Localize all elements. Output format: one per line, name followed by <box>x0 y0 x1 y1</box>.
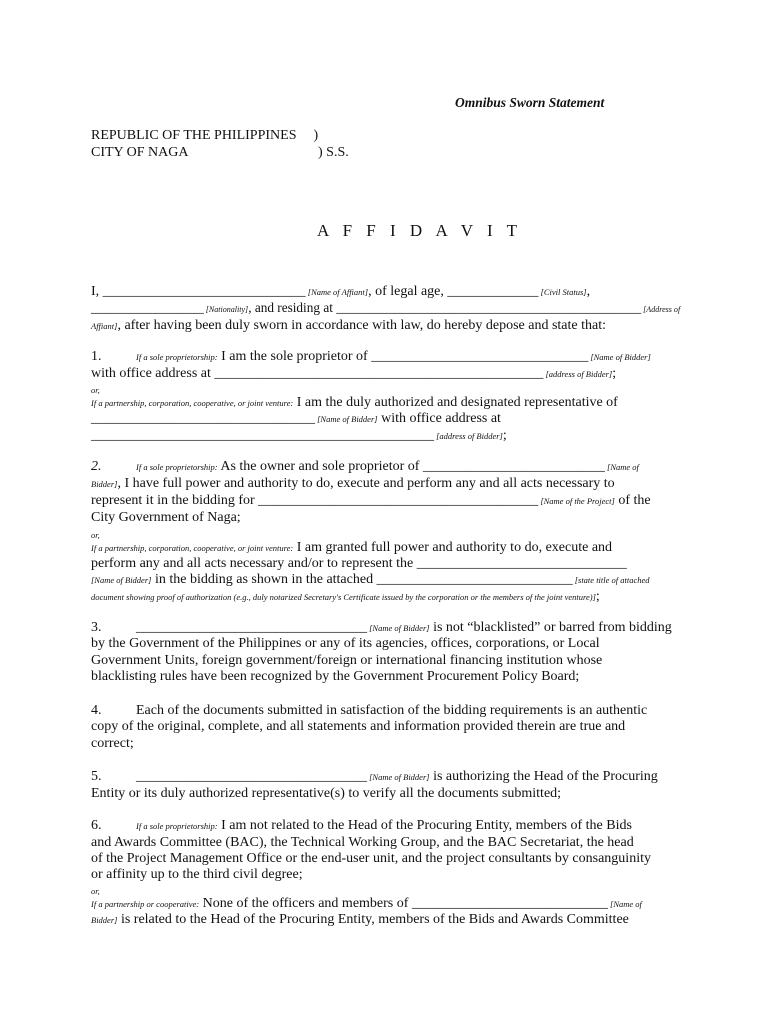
p2-line-6: perform any and all acts necessary and/or to represent the ______________________________ <box>91 556 627 571</box>
p1-partnership-note: If a partnership, corporation, cooperative, or joint venture: <box>91 398 294 408</box>
p2-state-title-note: [state title of attached <box>572 575 650 585</box>
p6-line-4: or affinity up to the third civil degree; <box>91 867 303 882</box>
p6-line-2: and Awards Committee (BAC), the Technical Working Group, and the BAC Secretariat, the head <box>91 835 634 850</box>
p5-name-bidder-note: [Name of Bidder] <box>367 772 430 782</box>
p2-line-1 <box>136 459 639 475</box>
document-heading: A F F I D A V I T <box>317 221 522 240</box>
p4-number: 4. <box>91 703 102 718</box>
form-title: Omnibus Sworn Statement <box>455 95 605 110</box>
p1-line-6 <box>91 428 507 444</box>
p1-addr-bidder-note: [address of Bidder] <box>543 369 613 379</box>
intro-line-1 <box>91 284 590 300</box>
p2-name-bidder-note: [Name of Bidder] <box>91 575 152 585</box>
republic-text: REPUBLIC OF THE PHILIPPINES <box>91 128 297 143</box>
ss-text: ) S.S. <box>318 145 349 160</box>
p1-sole-text: I am the sole proprietor of _______________________________ <box>217 349 589 364</box>
p3-line-2: by the Government of the Philippines or any of its agencies, offices, corporations, or Local <box>91 636 600 651</box>
p4-line-2: copy of the original, complete, and all statements and information provided therein are true and <box>91 719 626 734</box>
intro-rest: , after having been duly sworn in accordance with law, do hereby depose and state that: <box>117 318 606 333</box>
p2-sole-text: As the owner and sole proprietor of __________________________ <box>217 459 605 474</box>
p1-semicolon-2: ; <box>502 428 507 443</box>
p2-sole-note: If a sole proprietorship: <box>136 462 218 472</box>
nationality-blank: _________________ <box>91 301 204 316</box>
p6-line-7 <box>91 912 629 928</box>
p2-line-5 <box>91 540 612 556</box>
p1-line-1 <box>136 349 651 365</box>
p1-line-5 <box>91 411 501 427</box>
p1-name-bidder-note-2: [Name of Bidder] <box>315 414 378 424</box>
p6-name-of-note: [Name of <box>607 899 642 909</box>
p2-partnership-note: If a partnership, corporation, cooperative, or joint venture: <box>91 543 294 553</box>
intro-line-3 <box>91 318 606 334</box>
p2-line-2-text: , I have full power and authority to do, execute and perform any and all acts necessary to <box>117 476 615 491</box>
p5-line-2: Entity or its duly authorized representative(s) to verify all the documents submitted; <box>91 786 562 801</box>
p6-bidder-note: Bidder] <box>91 915 118 925</box>
intro-residing: , and residing at ______________________________________________ <box>248 301 642 316</box>
p1-or: or, <box>91 385 100 395</box>
p2-line-3 <box>91 493 651 509</box>
p6-or: or, <box>91 886 100 896</box>
p1-name-bidder-note: [Name of Bidder] <box>588 352 651 362</box>
republic-paren: ) <box>313 128 319 143</box>
p6-line-1 <box>136 818 632 834</box>
civil-status-note: [Civil Status] <box>538 287 587 297</box>
p2-line-8 <box>91 589 600 605</box>
p1-sole-note: If a sole proprietorship: <box>136 352 218 362</box>
p1-number: 1. <box>91 349 102 364</box>
p6-line-1-text: I am not related to the Head of the Procuring Entity, members of the Bids <box>217 818 632 833</box>
p2-line-7 <box>91 572 650 588</box>
p2-line-2 <box>91 476 615 492</box>
p6-line-6 <box>91 896 642 912</box>
p2-of-the: of the <box>614 493 651 508</box>
republic-line <box>91 128 318 144</box>
p1-addr-bidder-note-2: [address of Bidder] <box>434 431 503 441</box>
p5-line-1-text: is authorizing the Head of the Procuring <box>429 769 658 784</box>
p6-sole-note: If a sole proprietorship: <box>136 821 218 831</box>
p6-partnership-text: None of the officers and members of ____________________________ <box>199 896 608 911</box>
p2-end: ; <box>595 589 600 604</box>
intro-legal-age: , of legal age, _____________ <box>368 284 539 299</box>
name-of-affiant-note: [Name of Affiant] <box>305 287 369 297</box>
p3-line-1-text: is not “blacklisted” or barred from bidding <box>429 620 672 635</box>
city-text: CITY OF NAGA <box>91 145 189 160</box>
p3-line-4: blacklisting rules have been recognized by the Government Procurement Policy Board; <box>91 669 580 684</box>
p2-number: 2. <box>91 459 102 474</box>
p2-partnership-text: I am granted full power and authority to do, execute and <box>293 540 613 555</box>
p4-line-1: Each of the documents submitted in satisfaction of the bidding requirements is an authentic <box>136 703 648 718</box>
p1-blank-2: ________________________________ <box>91 411 315 426</box>
p2-bidder-note: Bidder] <box>91 479 118 489</box>
p6-number: 6. <box>91 818 102 833</box>
nationality-note: [Nationality] <box>203 304 249 314</box>
address-of-note: [Address of <box>641 304 681 314</box>
p3-blank: _________________________________ <box>136 620 367 635</box>
p5-blank: _________________________________ <box>136 769 367 784</box>
p2-proof-note: document showing proof of authorization (e.g., duly notarized Secretary's Certificate issued by the corporation or the members of the joint venture)] <box>91 592 596 602</box>
p1-line-2 <box>91 366 616 382</box>
p6-line-3: of the Project Management Office or the end-user unit, and the project consultants by consanguinity <box>91 851 651 866</box>
p3-name-bidder-note: [Name of Bidder] <box>367 623 430 633</box>
intro-i: I, _____________________________ <box>91 284 306 299</box>
p2-line-7-text: in the bidding as shown in the attached ____________________________ <box>151 572 573 587</box>
p1-office: with office address at _______________________________________________ <box>91 366 544 381</box>
p6-partnership-note: If a partnership or cooperative: <box>91 899 200 909</box>
p3-line-1 <box>136 620 672 636</box>
p1-partnership-text: I am the duly authorized and designated representative of <box>293 395 618 410</box>
p6-last: is related to the Head of the Procuring Entity, members of the Bids and Awards Committee <box>117 912 629 927</box>
p2-line-4: City Government of Naga; <box>91 510 241 525</box>
p3-line-3: Government Units, foreign government/foreign or international financing institution whose <box>91 653 603 668</box>
p5-line-1 <box>136 769 658 785</box>
intro-comma: , <box>586 284 591 299</box>
p1-office-2: with office address at <box>377 411 501 426</box>
p2-name-project-note: [Name of the Project] <box>538 496 615 506</box>
p2-or: or, <box>91 530 100 540</box>
p1-line-4 <box>91 395 618 411</box>
p3-number: 3. <box>91 620 102 635</box>
p2-line-3-text: represent it in the bidding for ________________________________________ <box>91 493 539 508</box>
p1-semicolon: ; <box>612 366 617 381</box>
intro-line-2 <box>91 301 680 317</box>
p2-name-of-note: [Name of <box>604 462 639 472</box>
affiant-note: Affiant] <box>91 321 118 331</box>
p5-number: 5. <box>91 769 102 784</box>
p4-line-3: correct; <box>91 736 134 751</box>
p1-blank-3: _________________________________________________ <box>91 428 434 443</box>
